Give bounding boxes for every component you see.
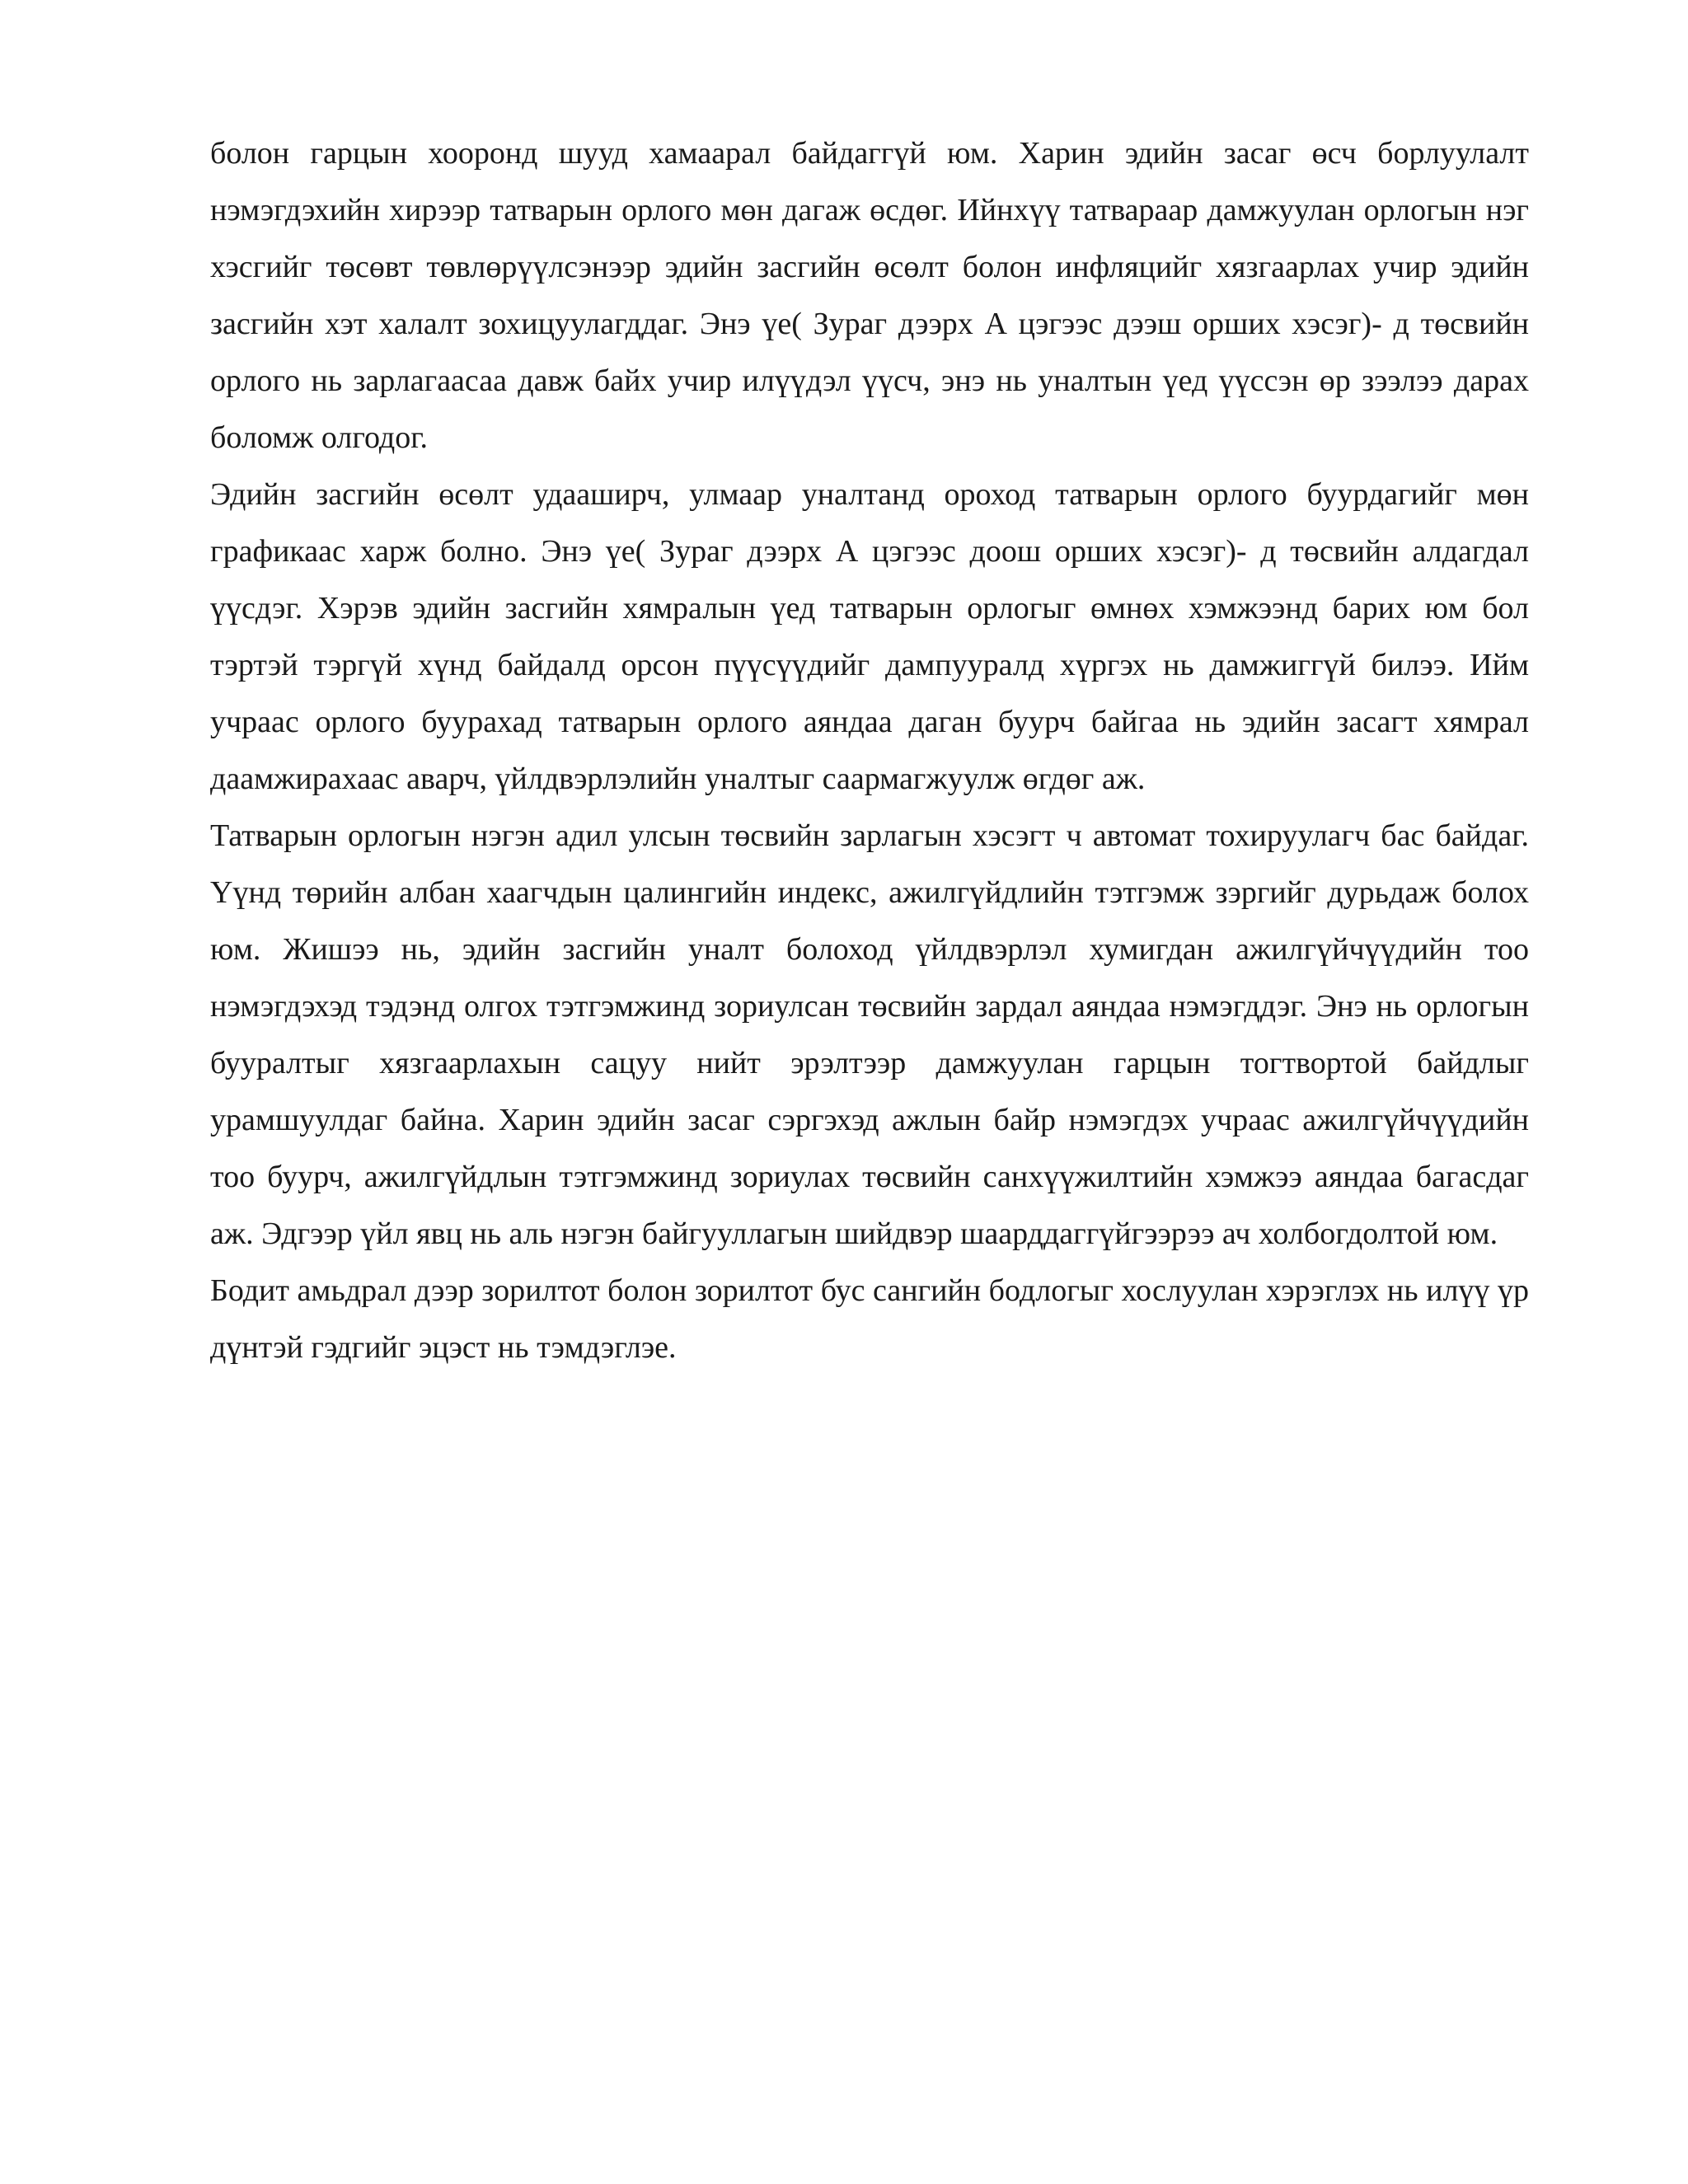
document-body: [210, 125, 1529, 1376]
paragraph-4: Бодит амьдрал дээр зорилтот болон зорилтот бус сангийн бодлогыг хослуулан хэрэглэх нь илүү үр дүнтэй гэдгийг эцэст нь тэмдэглэе.: [210, 1273, 1529, 1365]
paragraph-3: Татварын орлогын нэгэн адил улсын төсвийн зарлагын хэсэгт ч автомат тохируулагч бас байдаг. Үүнд төрийн албан хаагчдын цалингийн индекс, ажилгүйдлийн тэтгэмж зэргийг дурьдаж болох юм. Жишээ нь, эдийн засгийн уналт болоход үйлдвэрлэл хумигдан ажилгүйчүүдийн тоо нэмэгдэхэд тэдэнд олгох тэтгэмжинд зориулсан төсвийн зардал аяндаа нэмэгддэг. Энэ нь орлогын бууралтыг хязгаарлахын сацуу нийт эрэлтээр дамжуулан гарцын тогтвортой байдлыг урамшуулдаг байна. Харин эдийн засаг сэргэхэд ажлын байр нэмэгдэх учраас ажилгүйчүүдийн тоо буурч, ажилгүйдлын тэтгэмжинд зориулах төсвийн санхүүжилтийн хэмжээ аяндаа багасдаг аж. Эдгээр үйл явц нь аль нэгэн байгууллагын шийдвэр шаарддаггүйгээрээ ач холбогдолтой юм.: [210, 818, 1529, 1251]
paragraph-2: Эдийн засгийн өсөлт удааширч, улмаар уналтанд ороход татварын орлого буурдагийг мөн графикаас харж болно. Энэ үе( Зураг дээрх А цэгээс доош орших хэсэг)- д төсвийн алдагдал үүсдэг. Хэрэв эдийн засгийн хямралын үед татварын орлогыг өмнөх хэмжээнд барих юм бол тэртэй тэргүй хүнд байдалд орсон пүүсүүдийг дампууралд хүргэх нь дамжиггүй билээ. Ийм учраас орлого буурахад татварын орлого аяндаа даган буурч байгаа нь эдийн засагт хямрал даамжирахаас аварч, үйлдвэрлэлийн уналтыг саармагжуулж өгдөг аж.: [210, 477, 1529, 796]
paragraph-1: болон гарцын хооронд шууд хамаарал байдаггүй юм. Харин эдийн засаг өсч борлуулалт нэмэгдэхийн хирээр татварын орлого мөн дагаж өсдөг. Ийнхүү татвараар дамжуулан орлогын нэг хэсгийг төсөвт төвлөрүүлсэнээр эдийн засгийн өсөлт болон инфляцийг хязгаарлах учир эдийн засгийн хэт халалт зохицуулагддаг. Энэ үе( Зураг дээрх А цэгээс дээш орших хэсэг)- д төсвийн орлого нь зарлагаасаа давж байх учир илүүдэл үүсч, энэ нь уналтын үед үүссэн өр зээлээ дарах боломж олгодог.: [210, 136, 1529, 455]
